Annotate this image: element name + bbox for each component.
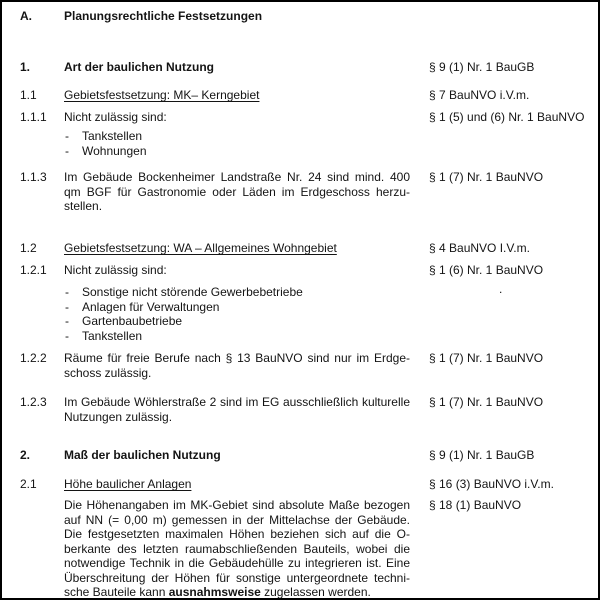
clause-text: Nicht zulässig sind:	[64, 263, 167, 277]
list-item	[65, 314, 182, 329]
list-item	[65, 129, 142, 144]
clause-number: 2.1	[20, 477, 37, 491]
legal-reference: § 18 (1) BauNVO	[429, 498, 522, 512]
list-item	[65, 285, 303, 300]
subsection-title: Gebietsfestsetzung: WA – Allgemeines Wohngebiet	[64, 241, 337, 255]
clause-text: Räume für freie Berufe nach § 13 BauNVO sind nur im Erdgeschoss zulässig.	[64, 351, 410, 380]
clause-text: Nicht zulässig sind:	[64, 110, 167, 124]
legal-reference: § 4 BauNVO I.V.m.	[429, 241, 530, 255]
clause-text-part: zugelassen werden.	[260, 585, 371, 599]
list-dash: -	[65, 144, 69, 158]
clause-number: 2.	[20, 448, 31, 462]
legal-reference: § 9 (1) Nr. 1 BauGB	[429, 60, 535, 74]
clause-number: 1.2.2	[20, 351, 47, 365]
clause-number: 1.2.1	[20, 263, 47, 277]
legal-reference: § 9 (1) Nr. 1 BauGB	[429, 448, 535, 462]
clause-number: 1.	[20, 60, 31, 74]
legal-reference: § 1 (5) und (6) Nr. 1 BauNVO	[429, 110, 585, 124]
list-dash: -	[65, 299, 69, 314]
legal-reference: § 1 (7) Nr. 1 BauNVO	[429, 351, 544, 365]
list-item	[65, 329, 142, 344]
subsection-title: Höhe baulicher Anlagen	[64, 477, 192, 491]
section-letter: A.	[20, 9, 32, 23]
clause-text	[64, 498, 410, 600]
list-item	[65, 300, 219, 315]
section-title: Maß der baulichen Nutzung	[64, 448, 221, 462]
legal-reference: § 1 (7) Nr. 1 BauNVO	[429, 170, 544, 184]
list-item-label: Gartenbaubetriebe	[82, 314, 183, 328]
list-dash: -	[65, 314, 69, 328]
clause-text: Im Gebäude Bockenheimer Landstraße Nr. 24 sind mind. 400 qm BGF für Gastronomie oder Läden im Erdgeschoss herzustellen.	[64, 170, 410, 213]
clause-number: 1.2	[20, 241, 37, 255]
clause-text: Im Gebäude Wöhlerstraße 2 sind im EG ausschließlich kulturelle Nutzungen zulässig.	[64, 395, 410, 424]
list-item-label: Anlagen für Verwaltungen	[82, 299, 220, 314]
legal-reference: § 1 (7) Nr. 1 BauNVO	[429, 395, 544, 409]
list-dash: -	[65, 129, 69, 143]
list-dash: -	[65, 285, 69, 299]
list-item-label: Wohnungen	[82, 144, 147, 158]
stray-scan-mark: .	[499, 282, 503, 296]
document-title: Planungsrechtliche Festsetzungen	[64, 9, 263, 23]
clause-number: 1.1	[20, 88, 37, 102]
clause-number: 1.1.3	[20, 170, 47, 184]
section-title: Art der baulichen Nutzung	[64, 60, 214, 74]
legal-reference: § 7 BauNVO i.V.m.	[429, 88, 530, 102]
list-item-label: Tankstellen	[82, 129, 143, 143]
legal-reference: § 16 (3) BauNVO i.V.m.	[429, 477, 554, 491]
legal-reference: § 1 (6) Nr. 1 BauNVO	[429, 263, 544, 277]
subsection-title: Gebietsfestsetzung: MK– Kerngebiet	[64, 88, 260, 102]
clause-text-part: Die Höhenangaben im MK-Gebiet sind absolute Maße bezogen auf NN (= 0,00 m) gemessen in der Mittelachse der Gebäude. Die festgesetzten maximalen Höhen beziehen sich auf die Oberkante des letzten raumabschließenden Bauteils, wobei die notwendige Technik in die Gebäudehülle zu integrieren ist. Eine Überschreitung der Höhen für sonstige untergeordnete technische Bauteile kann	[64, 498, 410, 599]
list-dash: -	[65, 328, 69, 343]
clause-number: 1.2.3	[20, 395, 47, 409]
list-item	[65, 144, 147, 159]
clause-number: 1.1.1	[20, 110, 47, 124]
list-item-label: Tankstellen	[82, 328, 143, 343]
list-item-label: Sonstige nicht störende Gewerbebetriebe	[82, 285, 303, 299]
clause-text-emphasis: ausnahmsweise	[168, 585, 261, 599]
